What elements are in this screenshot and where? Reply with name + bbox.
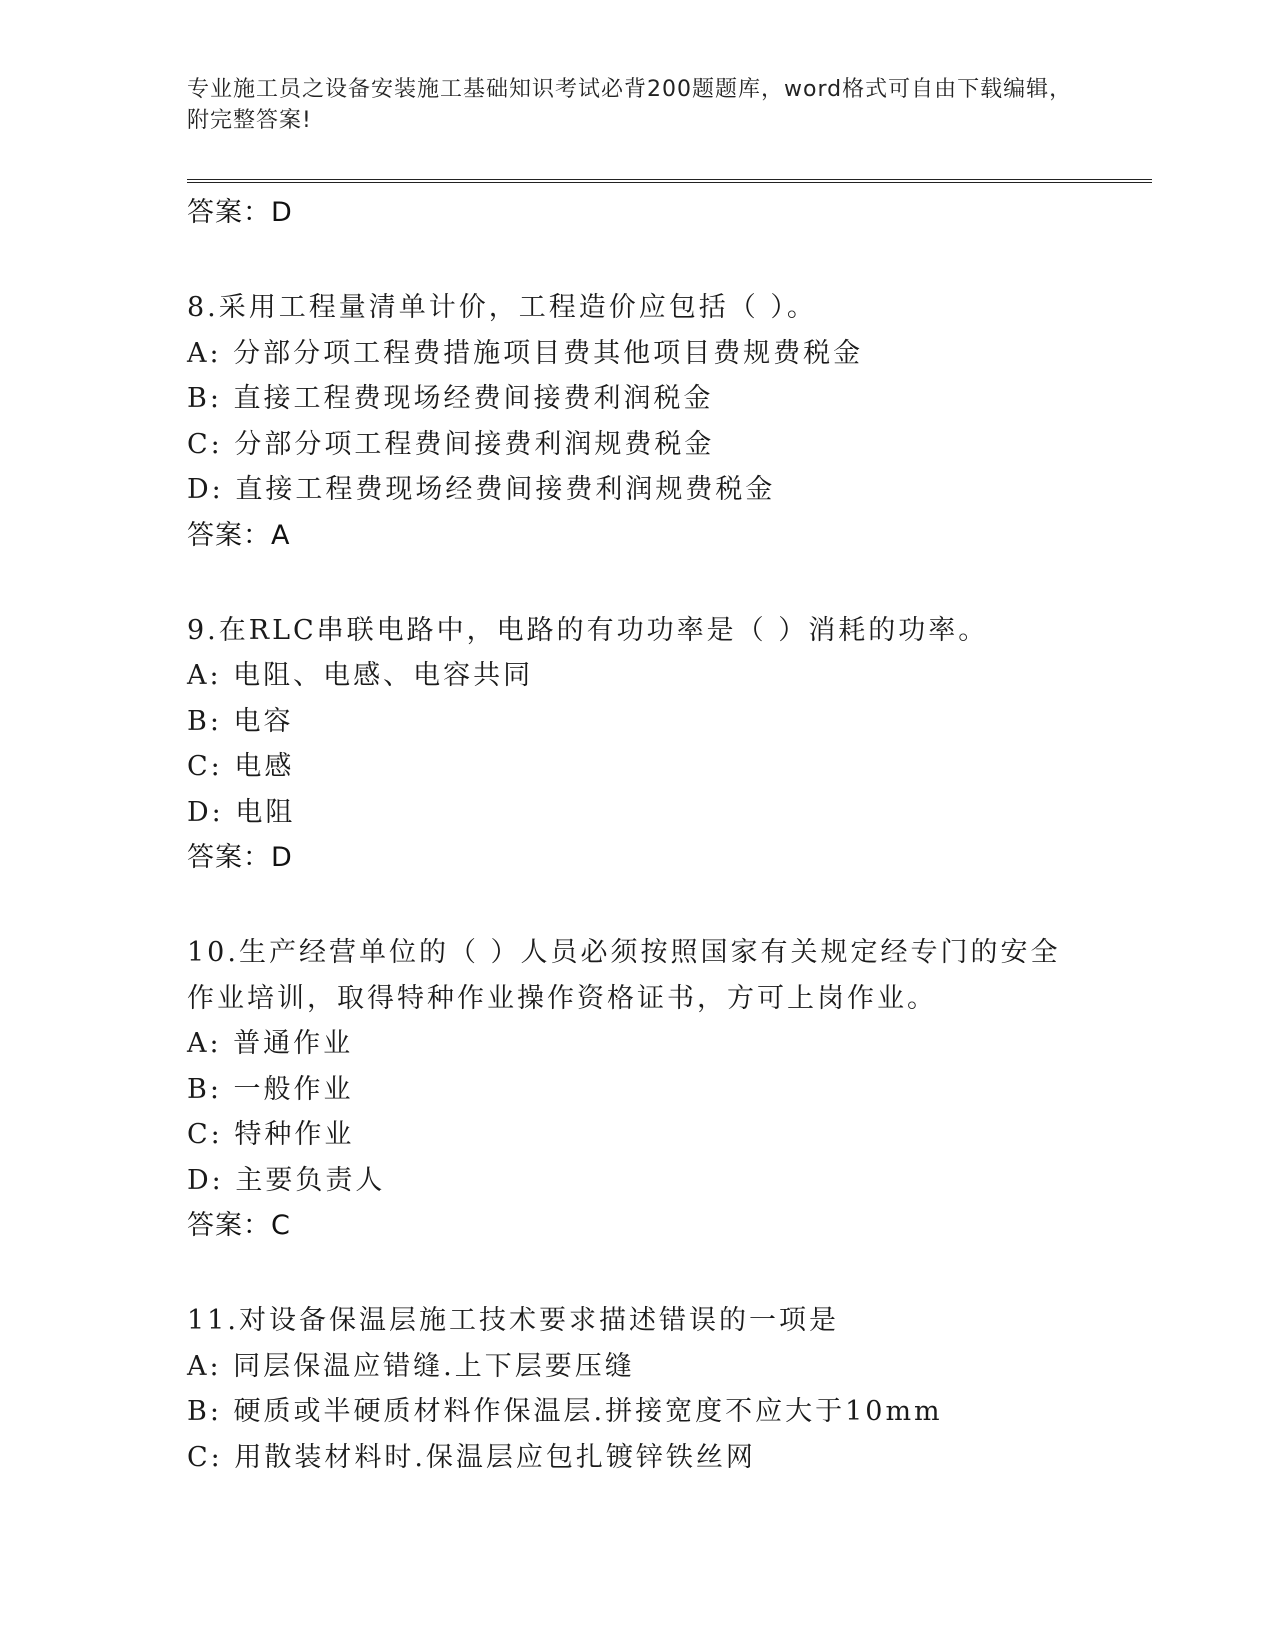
document-body bbox=[187, 190, 1152, 1480]
option-c: C: 电感 bbox=[187, 751, 295, 782]
option-d: D: 电阻 bbox=[187, 796, 296, 828]
question-10 bbox=[187, 930, 1152, 1248]
page-header: 专业施工员之设备安装施工基础知识考试必背200题题库，word格式可自由下载编辑，附完整答案! bbox=[187, 77, 1073, 133]
option-a: A: 电阻、电感、电容共同 bbox=[187, 660, 534, 691]
option-d: D: 直接工程费现场经费间接费利润规费税金 bbox=[187, 474, 776, 505]
previous-answer: 答案：D bbox=[187, 197, 293, 228]
question-stem: 11.对设备保温层施工技术要求描述错误的一项是 bbox=[187, 1305, 839, 1336]
option-c: C: 分部分项工程费间接费利润规费税金 bbox=[187, 428, 715, 460]
option-b: B: 硬质或半硬质材料作保温层.拼接宽度不应大于10mm bbox=[187, 1396, 943, 1427]
answer: 答案：C bbox=[187, 1210, 291, 1241]
answer: 答案：A bbox=[187, 519, 291, 551]
option-c: C: 用散装材料时.保温层应包扎镀锌铁丝网 bbox=[187, 1441, 756, 1473]
option-a: A: 同层保温应错缝.上下层要压缝 bbox=[187, 1350, 635, 1382]
question-9 bbox=[187, 608, 1152, 881]
option-b: B: 一般作业 bbox=[187, 1073, 354, 1105]
question-stem: 10.生产经营单位的（ ）人员必须按照国家有关规定经专门的安全作业培训，取得特种作业操作资格证书，方可上岗作业。 bbox=[187, 937, 1061, 1014]
question-stem: 8.采用工程量清单计价，工程造价应包括（ ）。 bbox=[187, 292, 817, 323]
option-a: A: 分部分项工程费措施项目费其他项目费规费税金 bbox=[187, 337, 864, 369]
header-divider bbox=[187, 179, 1152, 183]
question-8 bbox=[187, 285, 1152, 558]
question-11 bbox=[187, 1298, 1152, 1480]
option-c: C: 特种作业 bbox=[187, 1119, 355, 1150]
answer: 答案：D bbox=[187, 842, 293, 873]
option-b: B: 电容 bbox=[187, 705, 294, 737]
option-d: D: 主要负责人 bbox=[187, 1164, 386, 1196]
option-b: B: 直接工程费现场经费间接费利润税金 bbox=[187, 383, 714, 414]
option-a: A: 普通作业 bbox=[187, 1028, 354, 1059]
question-stem: 9.在RLC串联电路中，电路的有功功率是（ ）消耗的功率。 bbox=[187, 614, 989, 646]
